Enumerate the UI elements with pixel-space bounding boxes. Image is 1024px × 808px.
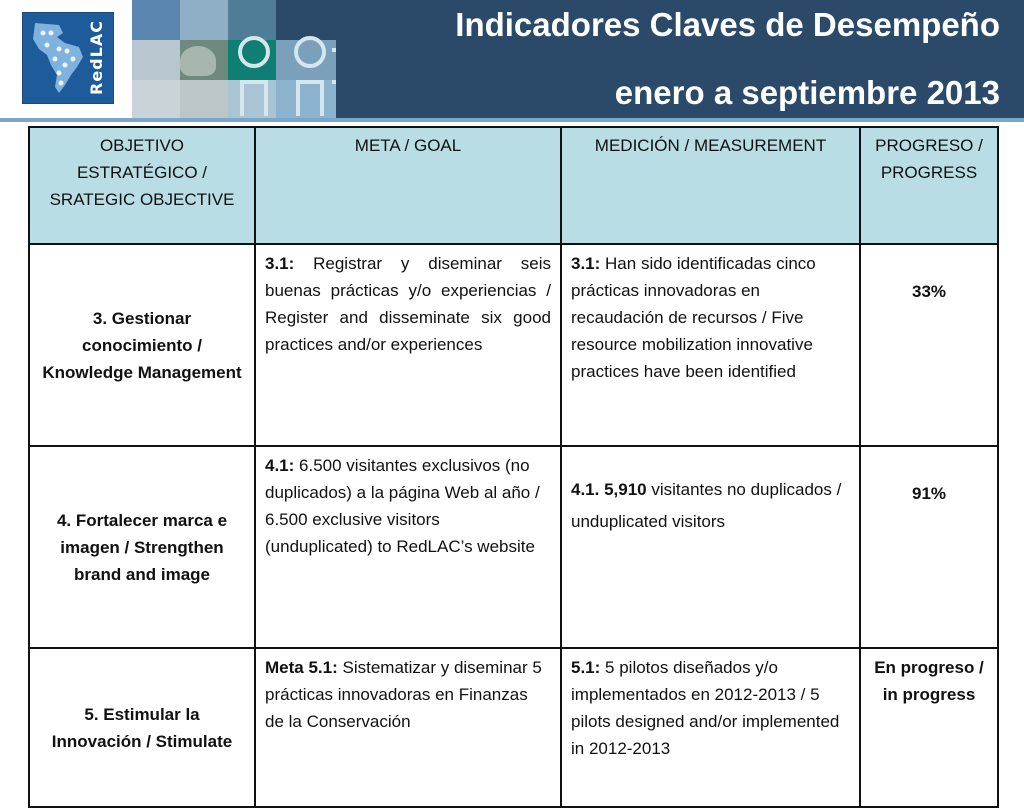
goal-text: Sistematizar y diseminar 5 prácticas innovadoras en Finanzas de la Conservación	[265, 658, 542, 731]
header-objective: OBJETIVO ESTRATÉGICO / SRATEGIC OBJECTIVE	[29, 127, 255, 244]
table-row	[29, 648, 998, 807]
measurement-text: 5 pilotos diseñados y/o implementados en 2012-2013 / 5 pilots designed and/or implemented in 2012-2013	[571, 658, 840, 758]
measurement-cell	[561, 446, 860, 648]
header-progress: PROGRESO / PROGRESS	[860, 127, 998, 244]
logo-wordmark: RedLAC	[87, 20, 106, 96]
title-band	[336, 0, 1024, 118]
measurement-cell	[561, 648, 860, 807]
objective-cell: 3. Gestionar conocimiento / Knowledge Management	[29, 244, 255, 446]
objective-cell: 5. Estimular la Innovación / Stimulate	[29, 648, 255, 807]
table-row	[29, 244, 998, 446]
goal-cell	[255, 446, 561, 648]
header-goal: META / GOAL	[255, 127, 561, 244]
goal-label: Meta 5.1:	[265, 658, 338, 677]
measurement-label: 5.1:	[571, 658, 601, 677]
measurement-text: Han sido identificadas cinco prácticas innovadoras en recaudación de recursos / Five resource mobilization innovative practices have been identified	[571, 254, 816, 381]
goal-text: 6.500 visitantes exclusivos (no duplicados) a la página Web al año / 6.500 exclusive visitors (unduplicated) to RedLAC’s website	[265, 456, 540, 556]
header-photo-mosaic	[132, 0, 358, 118]
table-header-row	[29, 127, 998, 244]
slide-header	[0, 0, 1024, 118]
goal-text: Registrar y diseminar seis buenas prácticas y/o experiencias / Register and disseminate six good practices and/or experiences	[265, 254, 551, 354]
progress-cell: 33%	[860, 244, 998, 446]
measurement-label: 3.1:	[571, 254, 601, 273]
measurement-text: visitantes no duplicados / unduplicated visitors	[571, 480, 842, 531]
goal-label: 3.1:	[265, 254, 295, 273]
redlac-logo	[22, 12, 114, 104]
measurement-cell	[561, 244, 860, 446]
slide-title: Indicadores Claves de Desempeño	[455, 6, 1000, 43]
slide-subtitle: enero a septiembre 2013	[614, 74, 1000, 111]
people-outline-icon	[232, 30, 352, 118]
goal-label: 4.1:	[265, 456, 295, 475]
progress-cell: En progreso / in progress	[860, 648, 998, 807]
objective-cell: 4. Fortalecer marca e imagen / Strengthen brand and image	[29, 446, 255, 648]
progress-cell: 91%	[860, 446, 998, 648]
header-divider	[0, 118, 1024, 122]
goal-cell	[255, 244, 561, 446]
latin-america-map-icon	[29, 21, 87, 95]
kpi-table	[28, 126, 999, 808]
table-row	[29, 446, 998, 648]
goal-cell	[255, 648, 561, 807]
measurement-label: 4.1. 5,910	[571, 480, 647, 499]
header-measurement: MEDICIÓN / MEASUREMENT	[561, 127, 860, 244]
